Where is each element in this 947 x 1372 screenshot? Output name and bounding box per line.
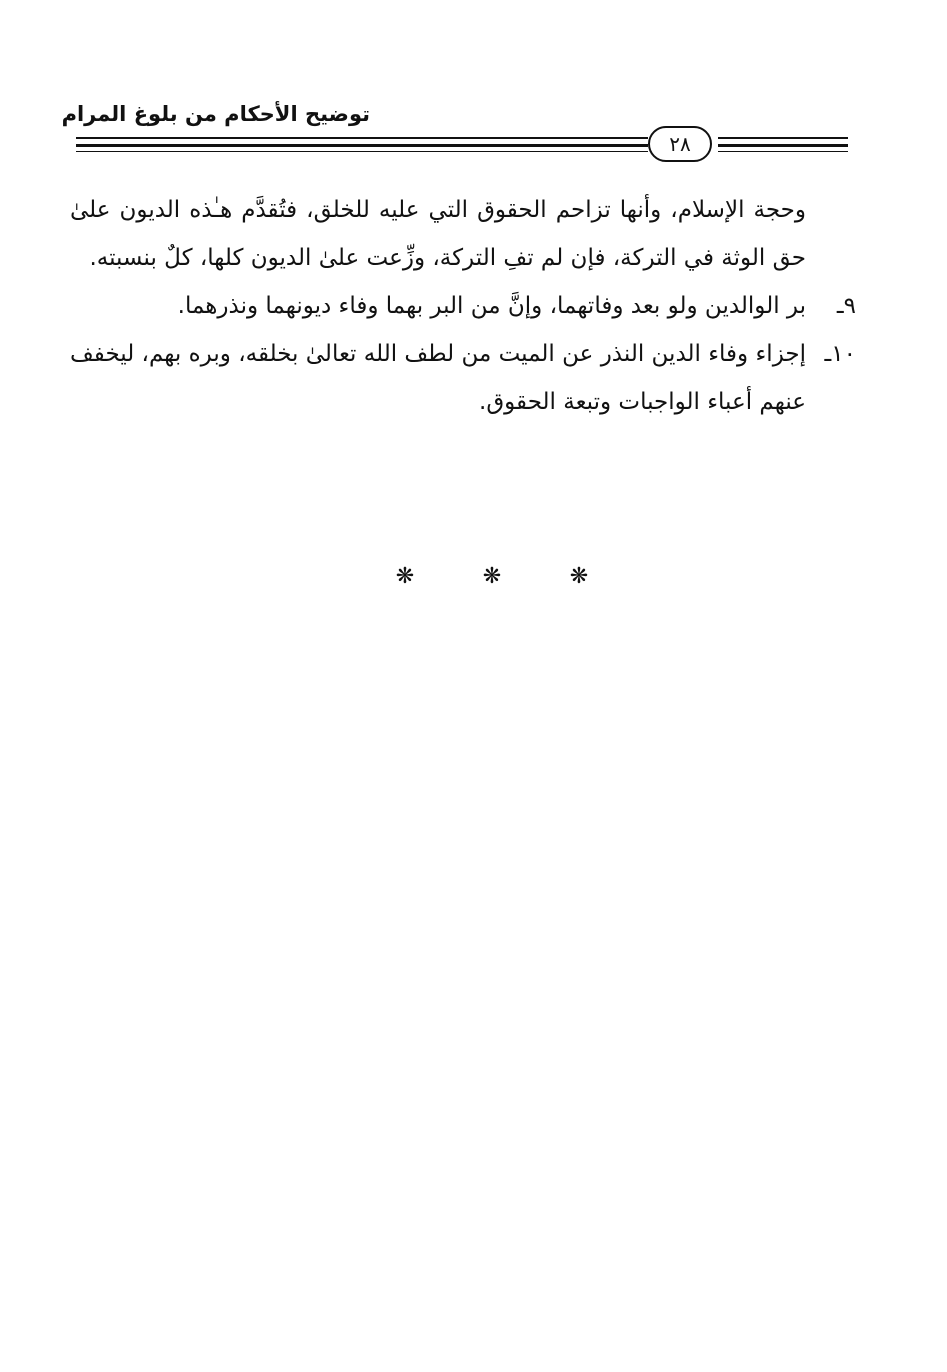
list-number: ١٠ـ — [824, 341, 856, 367]
header-rule-right — [718, 137, 848, 139]
header-rule-left-thin — [76, 151, 648, 152]
running-header-title: توضيح الأحكام من بلوغ المرام — [61, 102, 370, 126]
header-rule-right-thin — [718, 151, 848, 152]
main-text — [70, 186, 856, 426]
asterism-icon: ❋ — [569, 564, 589, 589]
list-item-9 — [70, 282, 856, 330]
asterism-icon: ❋ — [482, 564, 502, 589]
list-item-text: إجزاء وفاء الدين النذر عن الميت من لطف الله تعالىٰ بخلقه، وبره بهم، ليخفف عنهم أعباء الواجبات وتبعة الحقوق. — [70, 341, 806, 415]
list-item-10 — [70, 330, 856, 426]
continuation-paragraph: وحجة الإسلام، وأنها تزاحم الحقوق التي عليه للخلق، فتُقدَّم هـٰذه الديون علىٰ حق الوثة في التركة، فإن لم تفِ التركة، وزِّعت علىٰ الديون كلها، كلٌ بنسبته. — [70, 197, 806, 271]
header-rule-right-thick — [718, 144, 848, 147]
list-number: ٩ـ — [836, 293, 856, 319]
section-separator — [380, 560, 589, 594]
asterism-icon: ❋ — [395, 564, 415, 589]
header-rule-left-thick — [76, 144, 648, 147]
list-item-text: بر الوالدين ولو بعد وفاتهما، وإنَّ من البر بهما وفاء ديونهما ونذرهما. — [177, 293, 806, 319]
page-number-badge: ٢٨ — [648, 126, 712, 162]
header-rule-left — [76, 137, 648, 139]
